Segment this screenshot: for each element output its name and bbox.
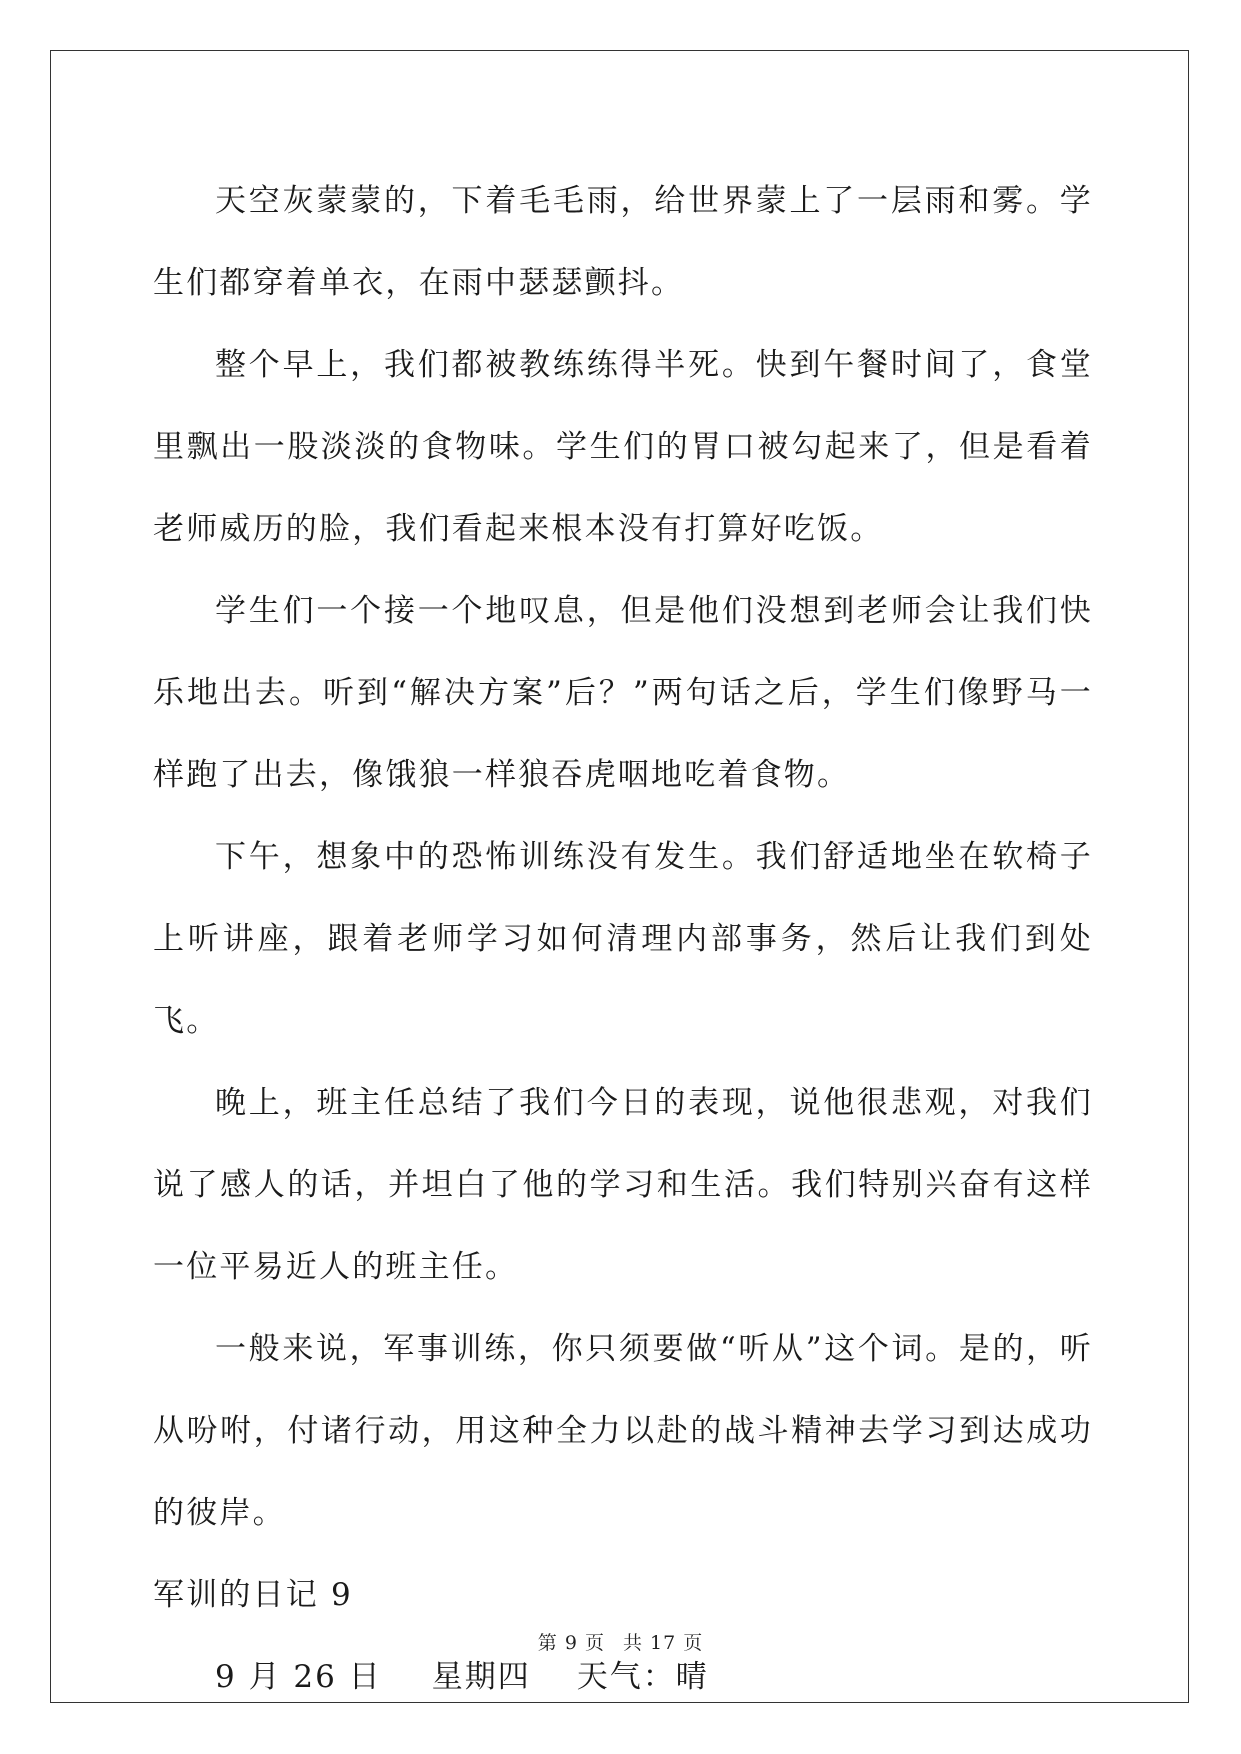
paragraph: 一般来说，军事训练，你只须要做“听从”这个词。是的，听从吩咐，付诸行动，用这种全力以赴的战斗精神去学习到达成功的彼岸。 bbox=[153, 1331, 1093, 1531]
weekday-text: 星期四 bbox=[431, 1659, 531, 1695]
page-footer bbox=[0, 1628, 1241, 1655]
date-text: 9 月 26 日 bbox=[215, 1659, 382, 1695]
document-body bbox=[153, 160, 1093, 1718]
section-heading: 军训的日记 9 bbox=[153, 1577, 353, 1613]
paragraph: 天空灰蒙蒙的，下着毛毛雨，给世界蒙上了一层雨和雾。学生们都穿着单衣，在雨中瑟瑟颤抖。 bbox=[153, 183, 1093, 301]
page-total: 共 17 页 bbox=[622, 1632, 704, 1654]
paragraph: 整个早上，我们都被教练练得半死。快到午餐时间了，食堂里飘出一股淡淡的食物味。学生们的胃口被勾起来了，但是看着老师威历的脸，我们看起来根本没有打算好吃饭。 bbox=[153, 347, 1093, 547]
paragraph: 下午，想象中的恐怖训练没有发生。我们舒适地坐在软椅子上听讲座，跟着老师学习如何清理内部事务，然后让我们到处飞。 bbox=[153, 839, 1093, 1039]
page-number: 第 9 页 bbox=[537, 1632, 605, 1654]
paragraph: 学生们一个接一个地叹息，但是他们没想到老师会让我们快乐地出去。听到“解决方案”后？”两句话之后，学生们像野马一样跑了出去，像饿狼一样狼吞虎咽地吃着食物。 bbox=[153, 593, 1093, 793]
weather-text: 天气：晴 bbox=[576, 1659, 709, 1695]
paragraph: 晚上，班主任总结了我们今日的表现，说他很悲观，对我们说了感人的话，并坦白了他的学习和生活。我们特别兴奋有这样一位平易近人的班主任。 bbox=[153, 1085, 1093, 1285]
